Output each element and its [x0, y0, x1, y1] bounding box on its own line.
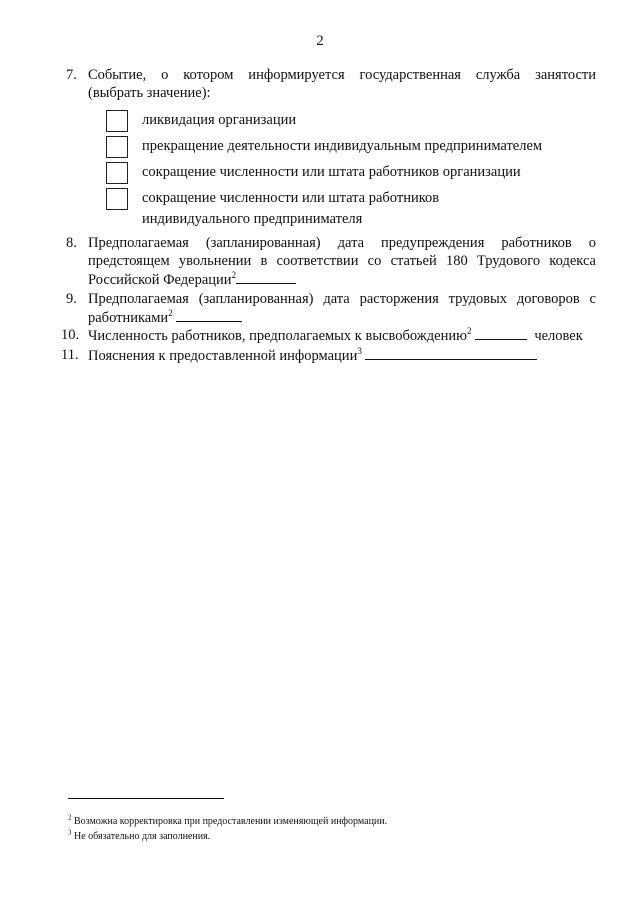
footnote-3-text: Не обязательно для заполнения. — [74, 831, 211, 842]
item-8-footnote-ref: 2 — [231, 270, 237, 281]
item-8-line1: Предполагаемая (запланированная) дата предупреждения работников о — [88, 235, 596, 251]
item-11-number: 11. — [61, 347, 79, 363]
footnote-divider — [68, 798, 224, 799]
item-9-footnote-ref: 2 — [168, 308, 173, 319]
option-checkbox-org-reduction[interactable] — [106, 162, 128, 184]
option-checkbox-liquidation[interactable] — [106, 110, 128, 132]
item-7-line1: Событие, о котором информируется государственная служба занятости — [88, 67, 596, 83]
item-9-line1: Предполагаемая (запланированная) дата расторжения трудовых договоров с — [88, 291, 596, 307]
option-checkbox-ip-reduction[interactable] — [106, 188, 128, 210]
footnote-2-mark: 2 — [68, 813, 72, 822]
option-checkbox-ip-termination[interactable] — [106, 136, 128, 158]
item-11-footnote-ref: 3 — [357, 346, 362, 357]
item-9-date-field[interactable] — [176, 308, 242, 322]
item-7-number: 7. — [66, 67, 77, 83]
option-label-ip-reduction: сокращение численности или штата работников индивидуального предпринимателя — [142, 190, 440, 227]
footnote-2 — [68, 813, 388, 828]
option-label-liquidation: ликвидация организации — [142, 112, 297, 128]
item-11 — [61, 346, 601, 365]
option-label-ip-termination: прекращение деятельности индивидуальным предпринимателем — [142, 138, 543, 154]
item-10-number: 10. — [61, 327, 80, 343]
item-9 — [66, 290, 596, 327]
option-label-org-reduction: сокращение численности или штата работников организации — [142, 164, 521, 180]
footnote-3-mark: 3 — [68, 828, 72, 837]
item-10-unit: человек — [534, 328, 583, 344]
item-8-number: 8. — [66, 235, 77, 251]
footnote-3 — [68, 828, 211, 843]
item-9-line2: работниками — [88, 310, 169, 326]
item-11-explanation-field[interactable] — [365, 346, 537, 360]
item-8-line2: предстоящем увольнении в соответствии со статьей 180 Трудового кодекса — [88, 253, 596, 269]
item-7-line2: (выбрать значение): — [88, 85, 211, 101]
item-10-count-field[interactable] — [475, 326, 527, 340]
item-10-text: Численность работников, предполагаемых к высвобождению — [88, 328, 467, 344]
item-10 — [61, 326, 601, 345]
item-11-text: Пояснения к предоставленной информации — [88, 348, 358, 364]
item-8-line3: Российской Федерации — [88, 272, 232, 288]
item-9-number: 9. — [66, 291, 77, 307]
item-8-date-field[interactable] — [236, 270, 296, 284]
item-7 — [66, 66, 596, 102]
page-number: 2 — [316, 33, 324, 49]
item-8 — [66, 234, 596, 289]
item-10-footnote-ref: 2 — [466, 326, 472, 337]
footnote-2-text: Возможна корректировка при предоставлении изменяющей информации. — [74, 816, 388, 827]
